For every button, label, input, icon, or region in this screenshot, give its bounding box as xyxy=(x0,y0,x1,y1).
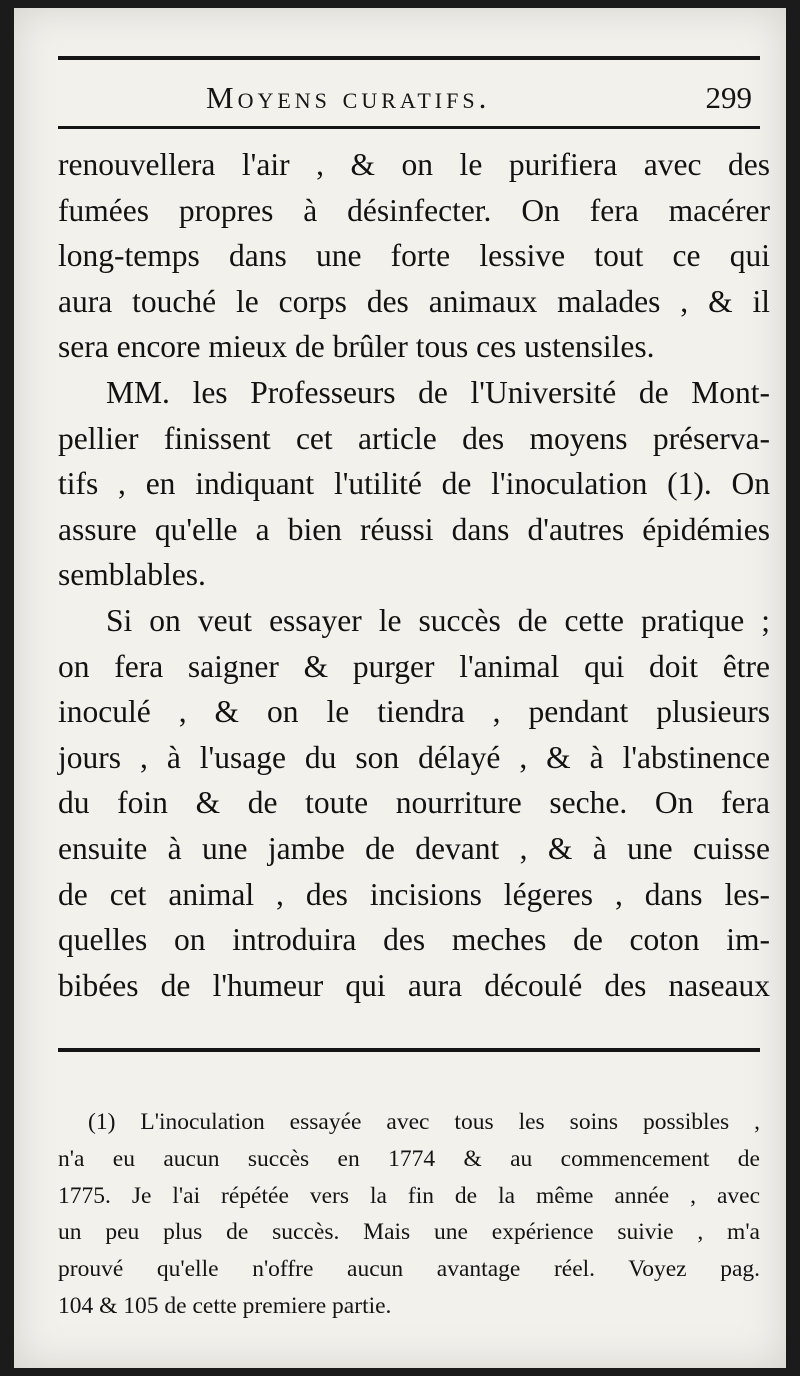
footnote-line: 104 & 105 de cette premiere partie. xyxy=(58,1292,392,1319)
running-title: Moyens curatifs. xyxy=(206,80,491,115)
text-line: renouvellera l'air , & on le purifiera avec des xyxy=(58,147,770,182)
text-line: sera encore mieux de brûler tous ces ustensiles. xyxy=(58,329,655,365)
text-line: jours , à l'usage du son délayé , & à l'abstinence xyxy=(58,739,770,775)
footnote-line: prouvé qu'elle n'offre aucun avantage réel. Voyez pag. xyxy=(58,1256,760,1283)
text-line: assure qu'elle a bien réussi dans d'autres épidémies xyxy=(58,511,770,547)
text-line: aura touché le corps des animaux malades , & il xyxy=(58,283,770,319)
footnote-line: un peu plus de succès. Mais une expérience suivie , m'a xyxy=(58,1219,760,1246)
text-line: Si on veut essayer le succès de cette pratique ; xyxy=(106,602,770,638)
text-line: quelles on introduira des meches de coton im- xyxy=(58,922,770,958)
footnote-line: 1775. Je l'ai répétée vers la fin de la même année , avec xyxy=(58,1182,760,1209)
text-line: pellier finissent cet article des moyens préserva- xyxy=(58,420,770,456)
book-page xyxy=(14,8,786,1368)
text-line: ensuite à une jambe de devant , & à une cuisse xyxy=(58,830,770,866)
header-rule xyxy=(58,126,760,129)
text-line: long-temps dans une forte lessive tout ce qui xyxy=(58,238,770,274)
footnote-line: (1) L'inoculation essayée avec tous les soins possibles , xyxy=(88,1109,760,1135)
text-line: MM. les Professeurs de l'Université de Mont- xyxy=(106,374,770,410)
text-line: inoculé , & on le tiendra , pendant plusieurs xyxy=(58,694,770,730)
footnote xyxy=(58,1104,760,1325)
text-line: du foin & de toute nourriture seche. On fera xyxy=(58,785,770,821)
text-line: semblables. xyxy=(58,557,206,593)
text-line: on fera saigner & purger l'animal qui doit être xyxy=(58,648,770,684)
text-line: tifs , en indiquant l'utilité de l'inoculation (1). On xyxy=(58,466,770,502)
text-line: fumées propres à désinfecter. On fera macérer xyxy=(58,192,770,228)
footnote-rule xyxy=(58,1048,760,1052)
page-number: 299 xyxy=(705,80,752,115)
top-rule xyxy=(58,56,760,60)
text-line: de cet animal , des incisions légeres , dans les- xyxy=(58,876,770,912)
body-text xyxy=(58,142,770,1008)
footnote-line: n'a eu aucun succès en 1774 & au commencement de xyxy=(58,1145,760,1172)
running-head xyxy=(58,78,760,122)
text-line: bibées de l'humeur qui aura découlé des naseaux xyxy=(58,967,770,1003)
